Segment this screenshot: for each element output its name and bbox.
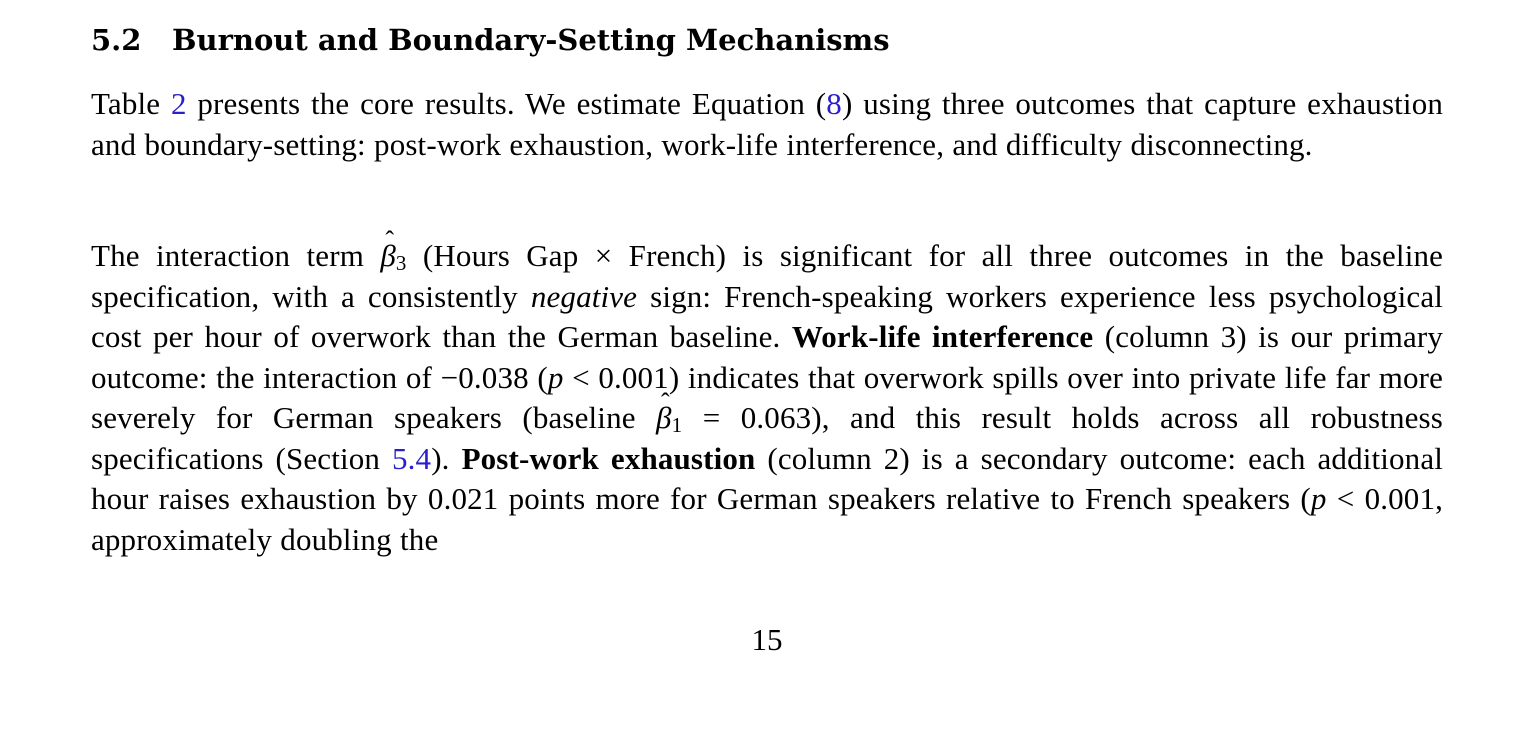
text-run: (column 2) is a secondary outcome: each additional hour raises exhaustion by 0.021 points more for German speakers relative to French speakers ( [91, 440, 1443, 516]
equation-reference-link[interactable]: 8 [826, 86, 842, 121]
text-run: presents the core results. We estimate Equation ( [186, 86, 827, 121]
text-run: ) using three outcomes that capture exhaustion and boundary-setting: post-work exhaustion, work-life interference, and difficulty disconnecting. [91, 86, 1443, 162]
bold-work-life-interference: Work-life interference [791, 319, 1094, 354]
text-run: = 0.063), and this result holds across all robustness specifications (Section [91, 400, 1443, 476]
table-reference-link[interactable]: 2 [170, 86, 187, 121]
section-title: Burnout and Boundary-Setting Mechanisms [172, 23, 890, 57]
text-run: The interaction term [91, 238, 381, 273]
text-run: Table [91, 86, 171, 121]
beta-glyph: ˆ β [656, 398, 672, 439]
section-heading [91, 20, 890, 60]
emphasis-negative: negative [530, 278, 638, 314]
beta3-hat-symbol [380, 238, 406, 273]
section-reference-link[interactable]: 5.4 [392, 440, 432, 476]
beta-subscript: 3 [395, 251, 407, 275]
text-run: (Hours Gap × French) is significant for all three outcomes in the baseline specification, with a consistently [91, 238, 1444, 314]
paragraph-interaction-results [91, 236, 1443, 560]
text-run: (column 3) is our primary outcome: the interaction of −0.038 ( [91, 319, 1443, 395]
text-run: < 0.001, approximately doubling the [91, 481, 1443, 557]
beta1-hat-symbol [656, 400, 682, 435]
text-run: < 0.001) indicates that overwork spills over into private life far more severely for German speakers (baseline [91, 359, 1443, 435]
text-run: sign: French-speaking workers experience less psychological cost per hour of overwork than the German baseline. [91, 278, 1443, 354]
p-value-symbol: p [1310, 481, 1327, 516]
beta-glyph: ˆ β [380, 236, 396, 277]
text-run: ). [431, 440, 462, 476]
bold-post-work-exhaustion: Post-work exhaustion [461, 440, 756, 476]
section-number: 5.2 [91, 23, 142, 57]
paragraph-core-results [91, 84, 1443, 165]
page-number: 15 [751, 622, 783, 657]
p-value-symbol: p [547, 359, 564, 395]
beta-subscript: 1 [671, 413, 683, 437]
